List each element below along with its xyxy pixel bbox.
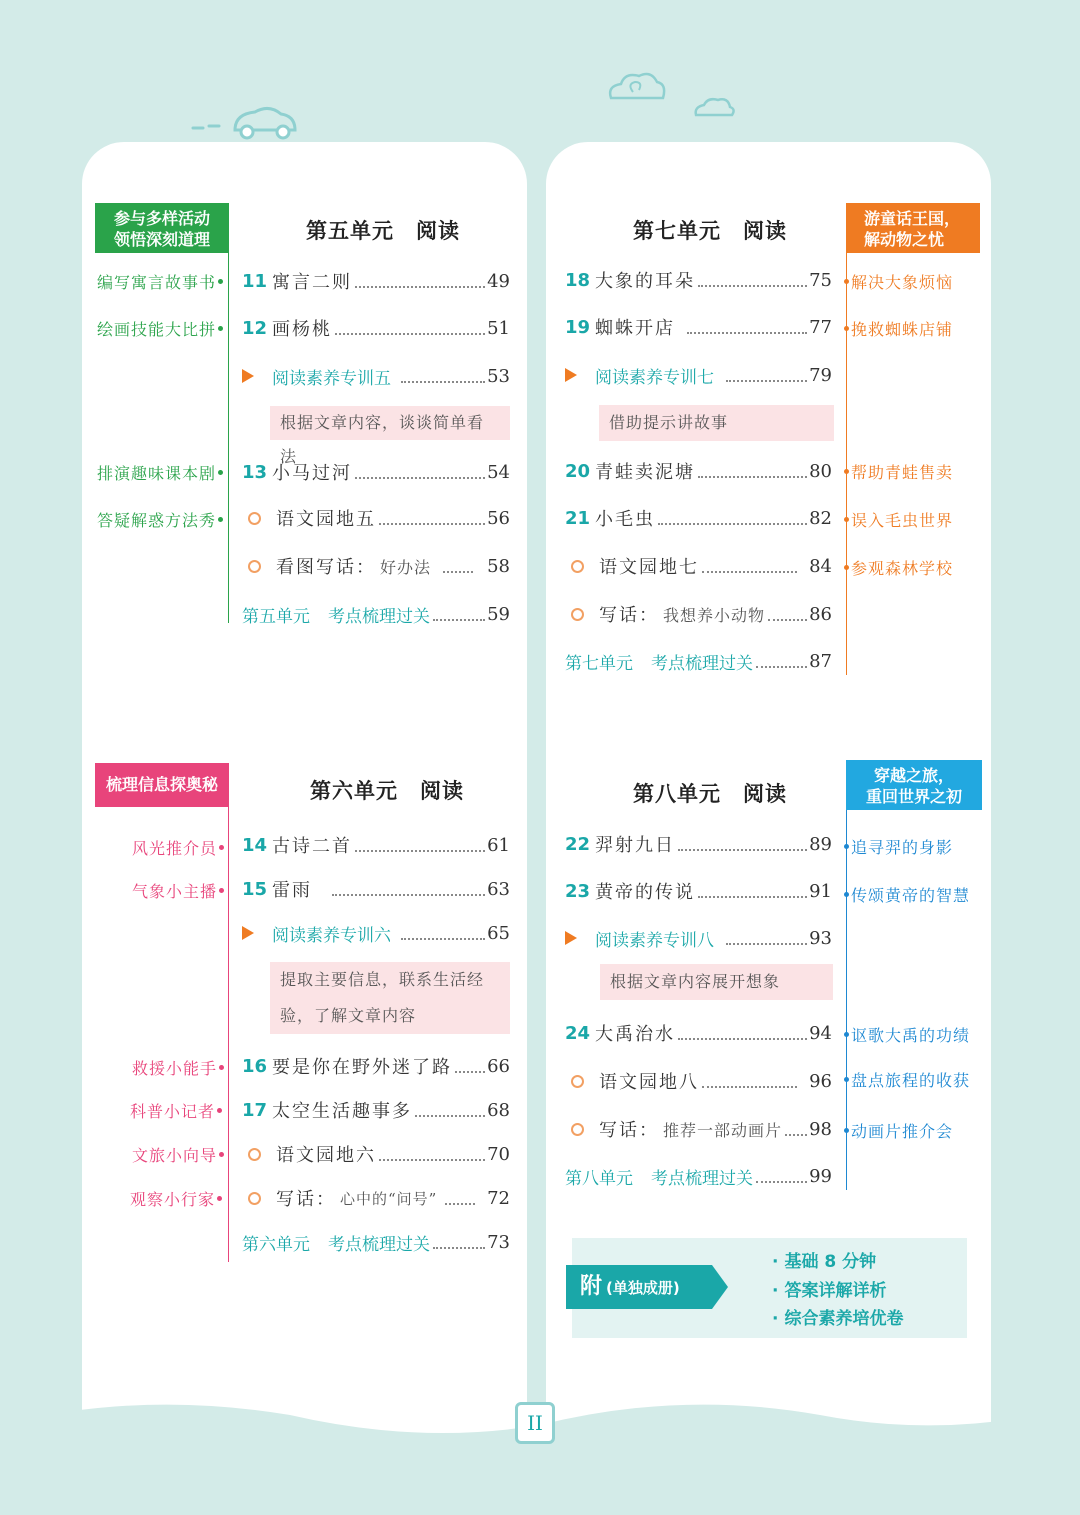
circle-icon bbox=[571, 560, 584, 573]
circle-icon bbox=[571, 1123, 584, 1136]
toc-entry[interactable]: 15 雷雨 63 bbox=[242, 878, 510, 901]
arrow-icon bbox=[565, 368, 577, 382]
circle-icon bbox=[248, 512, 261, 525]
toc-entry[interactable]: 12 画杨桃 51 bbox=[242, 317, 510, 340]
toc-entry-special[interactable]: 阅读素养专训八 93 bbox=[565, 923, 832, 953]
page-number: II bbox=[527, 1411, 543, 1435]
toc-entry[interactable]: 语文园地六 70 bbox=[242, 1139, 510, 1169]
unit5-side-2: 绘画技能大比拼 bbox=[97, 315, 223, 341]
arrow-icon bbox=[242, 926, 254, 940]
unit6-side-4: 科普小记者 bbox=[130, 1097, 222, 1123]
circle-icon bbox=[248, 560, 261, 573]
appendix-label: 附 (单独成册) bbox=[580, 1274, 680, 1299]
page-number-badge bbox=[515, 1402, 555, 1444]
unit8-side-3: 讴歌大禹的功绩 bbox=[844, 1021, 970, 1047]
unit6-side-6: 观察小行家 bbox=[130, 1185, 222, 1211]
unit6-side-line bbox=[228, 807, 229, 1262]
circle-icon bbox=[571, 1075, 584, 1088]
toc-entry[interactable]: 23 黄帝的传说 91 bbox=[565, 880, 832, 903]
toc-entry[interactable]: 13 小马过河 54 bbox=[242, 461, 510, 484]
unit8-title: 第八单元 阅读 bbox=[633, 782, 787, 806]
hint-box: 根据文章内容，谈谈简单看法 bbox=[270, 406, 510, 440]
car-icon bbox=[185, 100, 303, 144]
hint-box: 根据文章内容展开想象 bbox=[600, 964, 833, 1000]
unit7-side-3: 帮助青蛙售卖 bbox=[844, 458, 953, 484]
toc-entry[interactable]: 写话： 我想养小动物 86 bbox=[565, 599, 832, 629]
unit6-side-2: 气象小主播 bbox=[132, 877, 224, 903]
unit5-title: 第五单元 阅读 bbox=[306, 219, 460, 243]
unit5-side-line bbox=[228, 253, 229, 623]
unit6-title: 第六单元 阅读 bbox=[310, 779, 464, 803]
toc-entry[interactable]: 写话： 推荐一部动画片 98 bbox=[565, 1114, 832, 1144]
toc-entry[interactable]: 20 青蛙卖泥塘 80 bbox=[565, 460, 832, 483]
arrow-icon bbox=[242, 369, 254, 383]
toc-entry[interactable]: 看图写话： 好办法 58 bbox=[242, 551, 510, 581]
toc-entry[interactable]: 18 大象的耳朵 75 bbox=[565, 269, 832, 292]
appendix-list bbox=[772, 1248, 903, 1334]
unit5-side-1: 编写寓言故事书 bbox=[97, 268, 223, 294]
unit5-tag: 参与多样活动 领悟深刻道理 bbox=[95, 203, 229, 253]
circle-icon bbox=[571, 608, 584, 621]
toc-entry[interactable]: 写话： 心中的“问号” 72 bbox=[242, 1183, 510, 1213]
unit8-side-4: 盘点旅程的收获 bbox=[844, 1066, 970, 1092]
arrow-icon bbox=[565, 931, 577, 945]
cloud-icon bbox=[605, 70, 669, 106]
toc-entry[interactable]: 17 太空生活趣事多 68 bbox=[242, 1099, 510, 1122]
circle-icon bbox=[248, 1148, 261, 1161]
toc-entry[interactable]: 语文园地八 96 bbox=[565, 1066, 832, 1096]
unit6-side-5: 文旅小向导 bbox=[132, 1141, 224, 1167]
cloud-icon bbox=[692, 95, 736, 121]
toc-entry[interactable]: 语文园地五 56 bbox=[242, 503, 510, 533]
unit7-title: 第七单元 阅读 bbox=[633, 219, 787, 243]
toc-entry[interactable]: 16 要是你在野外迷了路 66 bbox=[242, 1055, 510, 1078]
unit6-tag: 梳理信息探奥秘 bbox=[95, 763, 229, 807]
toc-entry[interactable]: 11 寓言二则 49 bbox=[242, 270, 510, 293]
unit7-side-4: 误入毛虫世界 bbox=[844, 506, 953, 532]
toc-entry[interactable]: 21 小毛虫 82 bbox=[565, 507, 832, 530]
toc-entry-review[interactable]: 第六单元 考点梳理过关 73 bbox=[242, 1231, 510, 1255]
toc-entry-special[interactable]: 阅读素养专训七 79 bbox=[565, 360, 832, 390]
unit7-side-5: 参观森林学校 bbox=[844, 554, 953, 580]
toc-entry-review[interactable]: 第八单元 考点梳理过关 99 bbox=[565, 1165, 832, 1189]
appendix-item[interactable]: · 答案详解详析 bbox=[772, 1280, 887, 1301]
toc-entry-special[interactable]: 阅读素养专训六 65 bbox=[242, 918, 510, 948]
circle-icon bbox=[248, 1192, 261, 1205]
toc-entry-review[interactable]: 第五单元 考点梳理过关 59 bbox=[242, 603, 510, 627]
appendix-item[interactable]: · 综合素养培优卷 bbox=[772, 1309, 904, 1329]
appendix-item[interactable]: · 基础 8 分钟 bbox=[772, 1252, 877, 1272]
hint-box: 提取主要信息，联系生活经验，了解文章内容 bbox=[270, 962, 510, 1034]
unit6-side-1: 风光推介员 bbox=[132, 834, 224, 860]
toc-entry[interactable]: 语文园地七 84 bbox=[565, 551, 832, 581]
unit8-side-5: 动画片推介会 bbox=[844, 1117, 953, 1143]
unit7-side-1: 解决大象烦恼 bbox=[844, 268, 953, 294]
unit7-tag: 游童话王国， 解动物之忧 bbox=[846, 203, 980, 253]
toc-entry[interactable]: 24 大禹治水 94 bbox=[565, 1022, 832, 1045]
unit5-side-4: 答疑解惑方法秀 bbox=[97, 506, 223, 532]
unit8-side-1: 追寻羿的身影 bbox=[844, 833, 953, 859]
toc-entry-review[interactable]: 第七单元 考点梳理过关 87 bbox=[565, 650, 832, 674]
hint-box: 借助提示讲故事 bbox=[599, 405, 834, 441]
unit8-tag: 穿越之旅， 重回世界之初 bbox=[846, 760, 982, 810]
unit7-side-2: 挽救蜘蛛店铺 bbox=[844, 315, 953, 341]
unit6-side-3: 救援小能手 bbox=[132, 1054, 224, 1080]
toc-entry[interactable]: 14 古诗二首 61 bbox=[242, 834, 510, 857]
unit8-side-2: 传颂黄帝的智慧 bbox=[844, 881, 970, 907]
toc-entry[interactable]: 19 蜘蛛开店 77 bbox=[565, 316, 832, 339]
toc-entry-special[interactable]: 阅读素养专训五 53 bbox=[242, 361, 510, 391]
toc-entry[interactable]: 22 羿射九日 89 bbox=[565, 833, 832, 856]
unit5-side-3: 排演趣味课本剧 bbox=[97, 459, 223, 485]
